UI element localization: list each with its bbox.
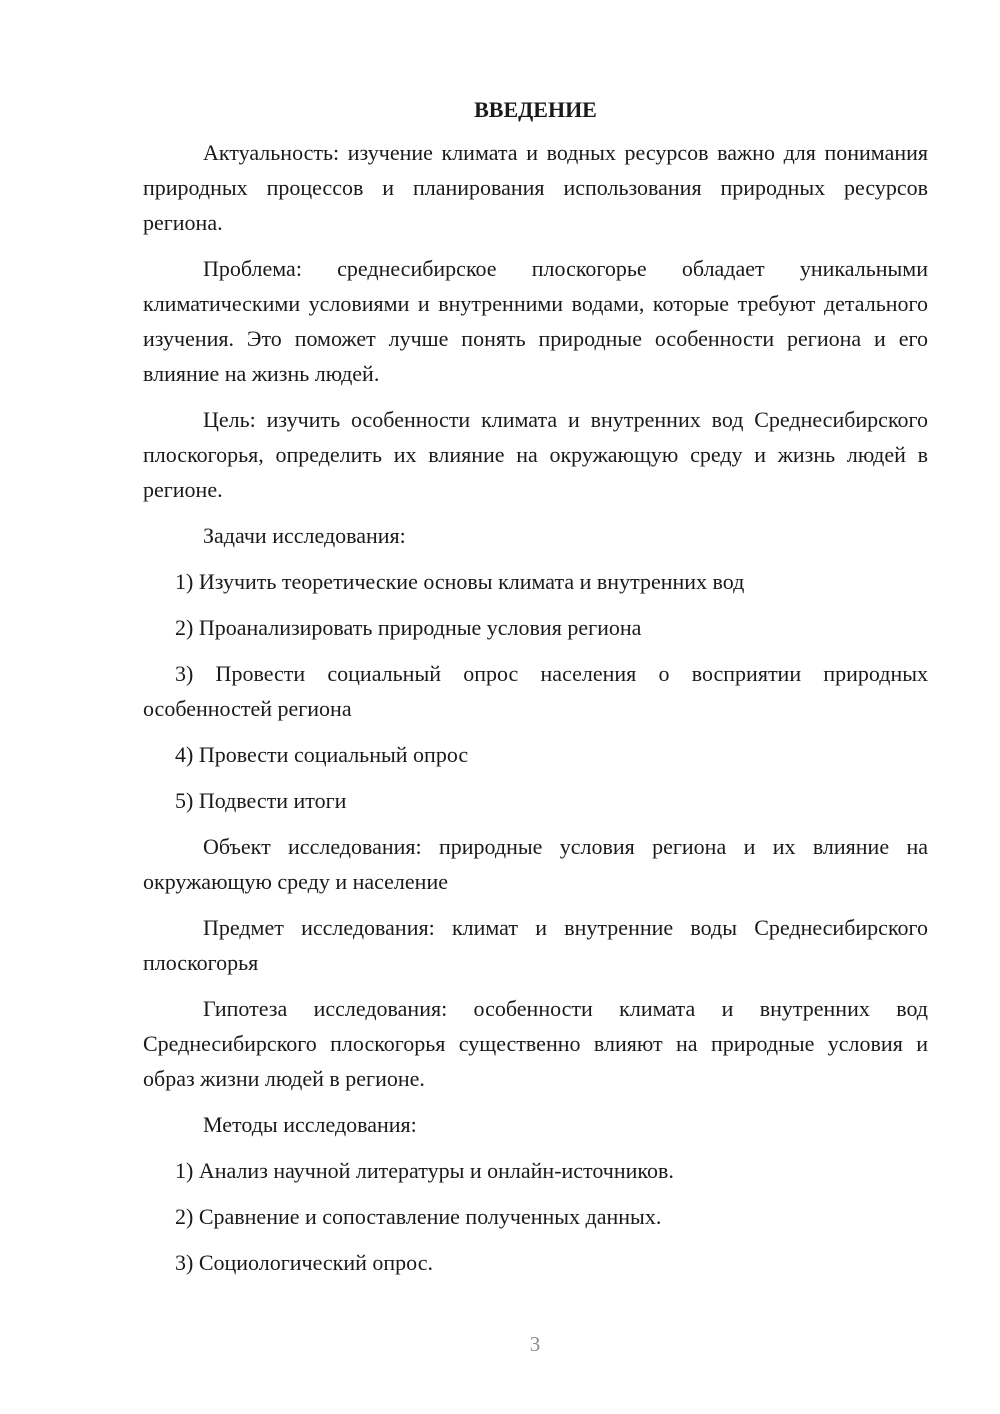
goal-paragraph: Цель: изучить особенности климата и внутренних вод Среднесибирского плоскогорья, определить их влияние на окружающую среду и жизнь людей в регионе. xyxy=(143,407,928,502)
method-item: 1) Анализ научной литературы и онлайн-источников. xyxy=(175,1158,674,1183)
hypothesis-paragraph: Гипотеза исследования: особенности климата и внутренних вод Среднесибирского плоскогорья существенно влияют на природные условия и образ жизни людей в регионе. xyxy=(143,996,928,1091)
method-item: 3) Социологический опрос. xyxy=(175,1250,433,1275)
page-content xyxy=(143,92,928,1291)
page-number: 3 xyxy=(529,1332,541,1356)
task-item: 3) Провести социальный опрос населения о восприятии природных особенностей региона xyxy=(143,661,928,721)
section-title: ВВЕДЕНИЕ xyxy=(474,97,597,122)
problem-paragraph: Проблема: среднесибирское плоскогорье обладает уникальными климатическими условиями и внутренними водами, которые требуют детального изучения. Это поможет лучше понять природные особенности региона и его влияние на жизнь людей. xyxy=(143,256,928,386)
object-paragraph: Объект исследования: природные условия региона и их влияние на окружающую среду и население xyxy=(143,834,928,894)
methods-heading: Методы исследования: xyxy=(203,1112,417,1137)
task-item: 2) Проанализировать природные условия региона xyxy=(175,615,642,640)
task-item: 4) Провести социальный опрос xyxy=(175,742,469,767)
task-item: 5) Подвести итоги xyxy=(175,788,347,813)
tasks-heading: Задачи исследования: xyxy=(203,523,406,548)
task-item: 1) Изучить теоретические основы климата и внутренних вод xyxy=(175,569,745,594)
relevance-paragraph: Актуальность: изучение климата и водных ресурсов важно для понимания природных процессов и планирования использования природных ресурсов региона. xyxy=(143,140,928,235)
subject-paragraph: Предмет исследования: климат и внутренние воды Среднесибирского плоскогорья xyxy=(143,915,928,975)
method-item: 2) Сравнение и сопоставление полученных данных. xyxy=(175,1204,662,1229)
